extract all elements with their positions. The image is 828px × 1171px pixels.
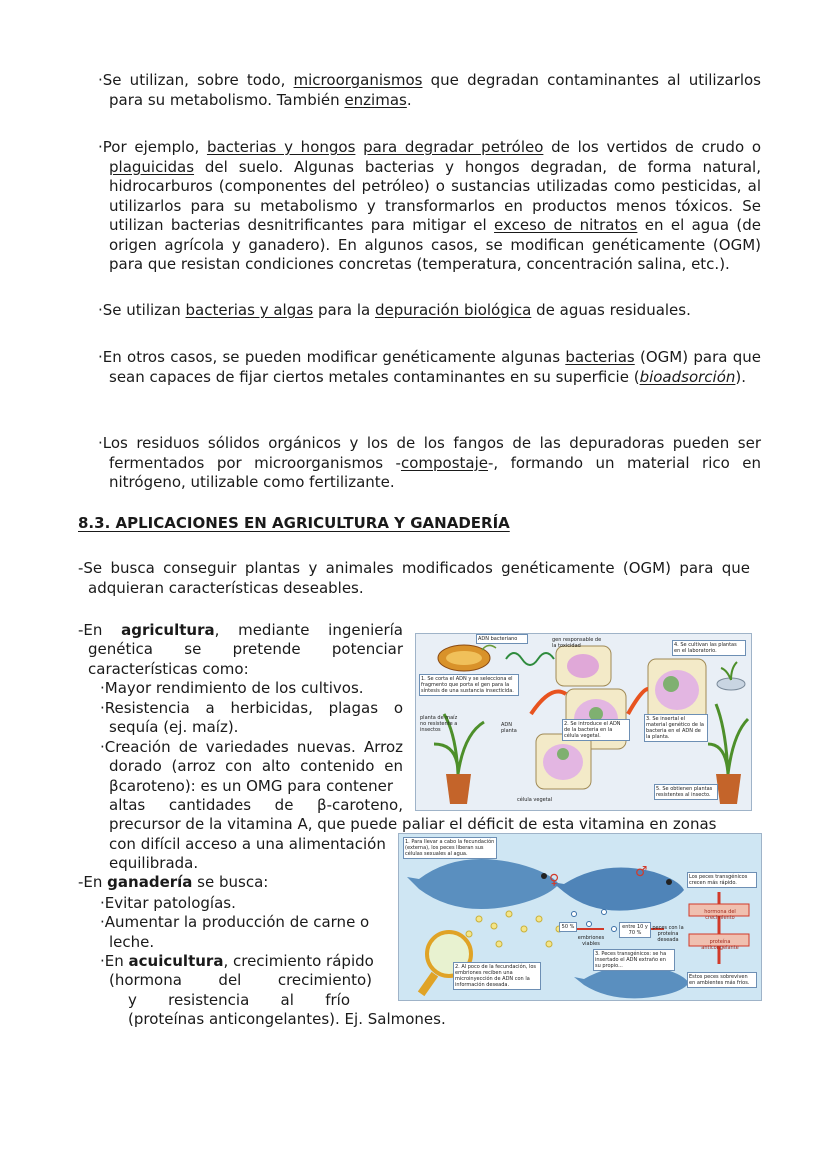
underlined-term: exceso de nitratos xyxy=(494,216,638,234)
underlined-term: depuración biológica xyxy=(375,301,532,319)
text xyxy=(355,138,363,156)
agri-line-1 xyxy=(78,621,403,641)
gana-line-5 xyxy=(100,952,374,972)
underlined-term: compostaje xyxy=(400,453,488,472)
bold-term: agricultura xyxy=(121,621,215,639)
female-icon: ♀ xyxy=(549,872,560,888)
text: se busca: xyxy=(192,873,269,891)
agri-line-12: con difícil acceso a una alimentación xyxy=(109,835,386,853)
gana-line-6: (hormona del crecimiento) xyxy=(109,971,372,989)
label-step2: 2. Se introduce el ADN de la bacteria en la célula vegetal. xyxy=(562,719,630,741)
agri-line-8: dorado (arroz con alto contenido en xyxy=(109,757,403,775)
label-pct2: entre 10 y 70 % xyxy=(619,922,651,938)
label-celula: célula vegetal xyxy=(517,797,553,803)
text: , crecimiento rápido xyxy=(223,952,374,970)
label-adn-planta: ADN planta xyxy=(501,722,517,734)
label-fish-r2: Estos peces sobreviven en ambientes más fríos. xyxy=(687,972,757,988)
label-fish-step3: 3. Peces transgénicos: se ha insertado el ADN extraño en su propio... xyxy=(593,949,675,971)
label-peces-con: peces con la proteína deseada xyxy=(652,925,684,943)
agri-line-3: características como: xyxy=(88,660,249,678)
gana-line-1 xyxy=(78,873,268,893)
text: ). xyxy=(735,367,747,386)
underlined-term: para degradar petróleo xyxy=(363,138,544,156)
text: para la xyxy=(313,301,375,319)
label-embriones: embriones viables xyxy=(577,935,605,947)
label-hormona: hormona del crecimiento xyxy=(704,909,736,921)
label-step5: 5. Se obtienen plantas resistentes al insecto. xyxy=(654,784,718,800)
text: , mediante ingeniería xyxy=(214,621,404,639)
label-fish-step1: 1. Para llevar a cabo la fecundación (externa), los peces liberan sus células sexuales al agua. xyxy=(403,837,497,859)
text: ·En xyxy=(100,952,129,970)
underlined-term: bacterias y algas xyxy=(185,301,314,319)
text: que degradan contaminantes al utilizarlos para su metabolismo. También xyxy=(109,71,761,109)
text: -En xyxy=(78,873,108,891)
bold-term: ganadería xyxy=(107,873,193,891)
label-step1: 1. Se corta el ADN y se selecciona el fragmento que porta el gen para la síntesis de una sustancia insecticida. xyxy=(419,674,519,696)
text: -En xyxy=(78,621,122,639)
label-step4: 4. Se cultivan las plantas en el laboratorio. xyxy=(672,640,746,656)
text: . xyxy=(406,90,412,109)
text: de aguas residuales. xyxy=(531,301,691,319)
label-step3: 3. Se insertal el material genético de la bacteria en el ADN de la planta. xyxy=(644,714,708,742)
label-fish-step2: 2. Al poco de la fecundación, los embriones reciben una microinyección de ADN con la información deseada. xyxy=(453,962,541,990)
text: de los vertidos de crudo o xyxy=(543,138,762,156)
underlined-term: bacterias y hongos xyxy=(206,138,356,156)
agri-line-10: altas cantidades de β-caroteno, xyxy=(109,796,403,814)
agri-line-4: ·Mayor rendimiento de los cultivos. xyxy=(100,679,364,697)
underlined-term: bioadsorción xyxy=(639,367,736,386)
text: del suelo. Algunas bacterias y hongos degradan, de forma natural, hidrocarburos (componentes del petróleo) o sustancias utilizadas como pesticidas, al utilizarlos para su metabolismo y transformarlos en productos menos tóxicos. Se utilizan bacterias desnitrificantes para mitigar el xyxy=(109,157,761,234)
paragraph-water-treatment xyxy=(98,301,761,321)
figure-transgenic-fish xyxy=(398,833,762,1001)
agri-line-11: precursor de la vitamina A, que puede paliar el déficit de esta vitamina en zonas xyxy=(109,815,717,833)
gana-line-7: y resistencia al frío xyxy=(128,991,350,1009)
label-planta: planta de maíz no resistente a insectos xyxy=(420,715,458,733)
paragraph-composting xyxy=(98,434,761,493)
bold-term: acuicultura xyxy=(128,952,224,970)
male-icon: ♂ xyxy=(635,864,648,880)
label-gen: gen responsable de la toxicidad xyxy=(552,637,602,649)
gana-line-4: leche. xyxy=(109,933,155,951)
section-intro: -Se busca conseguir plantas y animales modificados genéticamente (OGM) para que adquieran características deseables. xyxy=(78,559,750,597)
text: ·Por ejemplo, xyxy=(98,138,207,156)
underlined-term: plaguicidas xyxy=(109,157,195,176)
agri-line-2: genética se pretende potenciar xyxy=(88,640,403,658)
agri-line-13: equilibrada. xyxy=(109,854,199,872)
text: (OGM) para que sean capaces de fijar ciertos metales contaminantes en su superficie ( xyxy=(109,348,761,386)
paragraph-bioadsorption xyxy=(98,348,761,387)
paragraph-bacteria-fungi xyxy=(98,138,761,275)
text: ·Los residuos sólidos orgánicos y los de los fangos de las depuradoras pueden ser fermentados por microorganismos - xyxy=(98,434,761,472)
text: ·Se utilizan, sobre todo, xyxy=(98,71,294,89)
text: -, formando un material rico en nitrógeno, utilizable como fertilizante. xyxy=(109,453,762,491)
gana-line-3: ·Aumentar la producción de carne o xyxy=(100,913,370,931)
label-proteina: proteína anticongelante xyxy=(701,939,739,951)
gana-line-8: (proteínas anticongelantes). Ej. Salmones. xyxy=(128,1010,446,1028)
paragraph-microorganisms xyxy=(98,71,761,110)
text: en el agua (de origen agrícola y ganadero). En algunos casos, se modifican genéticamente (OGM) para que resistan condiciones concretas (temperatura, concentración salina, etc.). xyxy=(109,216,761,273)
label-fish-r1: Los peces transgénicos crecen más rápido. xyxy=(687,872,757,888)
text: ·Se utilizan xyxy=(98,301,186,319)
underlined-term: bacterias xyxy=(565,348,635,366)
figure-transgenic-plant xyxy=(415,633,752,811)
agri-line-9: βcaroteno): es un OMG para contener xyxy=(109,777,394,795)
agri-line-7: ·Creación de variedades nuevas. Arroz xyxy=(100,738,403,756)
label-adn-bacteriano: ADN bacteriano xyxy=(476,634,528,644)
underlined-term: enzimas xyxy=(344,90,407,109)
agri-line-5: ·Resistencia a herbicidas, plagas o xyxy=(100,699,403,717)
agri-line-6: sequía (ej. maíz). xyxy=(109,718,239,736)
text: ·En otros casos, se pueden modificar genéticamente algunas xyxy=(98,348,566,366)
gana-line-2: ·Evitar patologías. xyxy=(100,894,236,912)
section-heading: 8.3. APLICACIONES EN AGRICULTURA Y GANADERÍA xyxy=(78,514,510,532)
underlined-term: microorganismos xyxy=(293,71,423,89)
label-pct1: 50 % xyxy=(559,922,577,932)
